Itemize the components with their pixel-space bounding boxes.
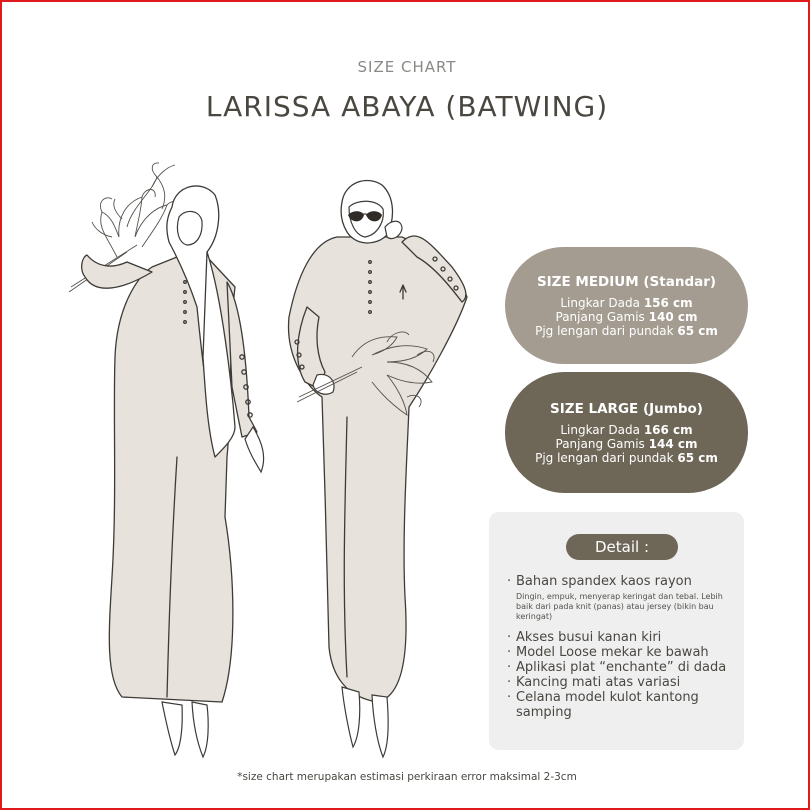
detail-item-buttons: · Kancing mati atas variasi <box>507 675 739 690</box>
size-medium-title: SIZE MEDIUM (Standar) <box>536 274 717 290</box>
size-large-card <box>505 372 748 493</box>
detail-item-plate: · Aplikasi plat “enchante” di dada <box>507 660 739 675</box>
detail-item-material: · Bahan spandex kaos rayon <box>507 574 739 589</box>
size-large-sleeve: Pjg lengan dari pundak 65 cm <box>535 451 718 465</box>
right-model-figure <box>289 180 467 757</box>
detail-list <box>507 574 739 720</box>
size-large-title: SIZE LARGE (Jumbo) <box>550 401 703 417</box>
detail-item-nursing: · Akses busui kanan kiri <box>507 630 739 645</box>
size-chart-label: SIZE CHART <box>357 58 457 76</box>
left-model-figure <box>69 163 264 757</box>
footnote: *size chart merupakan estimasi perkiraan error maksimal 2-3cm <box>237 771 577 783</box>
model-illustration <box>57 157 497 767</box>
detail-card <box>489 512 744 750</box>
size-medium-length: Panjang Gamis 140 cm <box>555 310 698 324</box>
detail-item-material-note: Dingin, empuk, menyerap keringat dan tebal. Lebih baik dari pada knit (panas) atau jersey (bikin bau keringat) <box>516 592 723 621</box>
detail-item-pants: · Celana model kulot kantong samping <box>507 690 739 720</box>
size-medium-card <box>505 247 748 364</box>
detail-item-model: · Model Loose mekar ke bawah <box>507 645 739 660</box>
product-title: LARISSA ABAYA (BATWING) <box>205 90 609 123</box>
size-medium-chest: Lingkar Dada 156 cm <box>560 296 693 310</box>
size-large-chest: Lingkar Dada 166 cm <box>560 423 693 437</box>
size-medium-sleeve: Pjg lengan dari pundak 65 cm <box>535 324 718 338</box>
size-large-length: Panjang Gamis 144 cm <box>555 437 698 451</box>
detail-badge: Detail : <box>566 534 678 560</box>
